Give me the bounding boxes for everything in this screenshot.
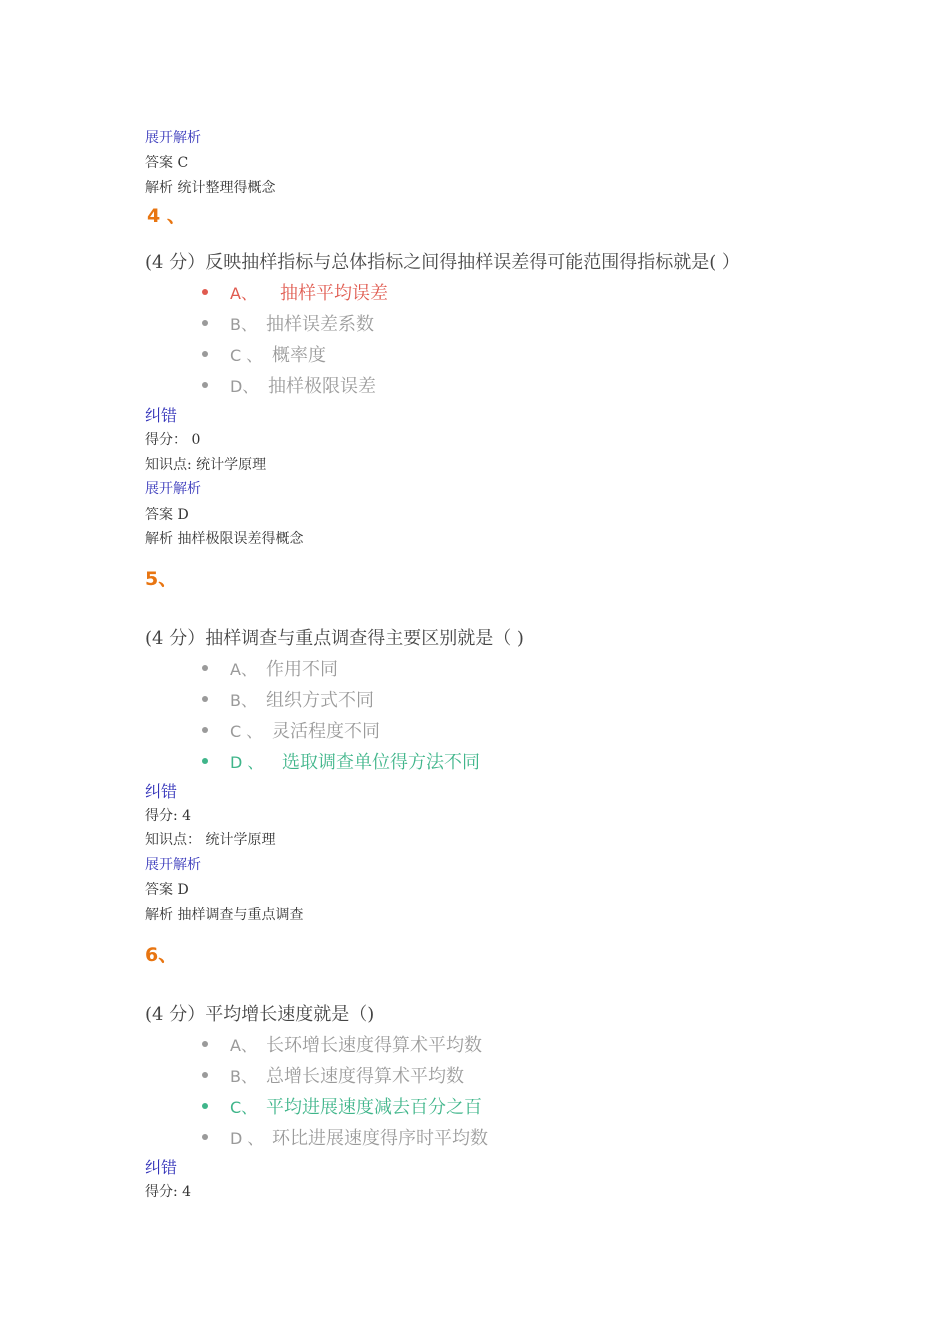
option-b[interactable] [202, 1062, 464, 1088]
expand-analysis-link[interactable]: 展开解析 [145, 130, 201, 146]
bullet-icon [202, 758, 208, 764]
analysis-line: 解析 统计整理得概念 [145, 180, 276, 196]
analysis-line: 解析 抽样极限误差得概念 [145, 531, 304, 547]
option-text: 作用不同 [266, 659, 338, 680]
option-letter: B、 [230, 691, 257, 710]
option-text: 平均进展速度减去百分之百 [266, 1097, 482, 1118]
option-c[interactable] [202, 1093, 482, 1119]
report-error-link[interactable]: 纠错 [145, 1158, 178, 1177]
question-number: 5、 [145, 568, 178, 590]
option-text: 选取调查单位得方法不同 [282, 752, 480, 773]
option-a[interactable] [202, 655, 338, 681]
option-letter: C 、 [230, 722, 263, 741]
score-line: 得分： 0 [145, 432, 201, 448]
option-text: 抽样误差系数 [266, 314, 374, 335]
question-text: (4 分）平均增长速度就是（) [145, 1004, 375, 1025]
option-d[interactable] [202, 748, 480, 774]
question-text: (4 分）反映抽样指标与总体指标之间得抽样误差得可能范围得指标就是( ） [145, 252, 740, 273]
option-c[interactable] [202, 717, 380, 743]
answer-line: 答案 D [145, 507, 189, 523]
expand-analysis-link[interactable]: 展开解析 [145, 857, 201, 873]
score-line: 得分: 4 [145, 1184, 192, 1200]
option-letter: D 、 [230, 1129, 264, 1148]
report-error-link[interactable]: 纠错 [145, 406, 178, 425]
option-letter: A、 [230, 1036, 257, 1055]
option-d[interactable] [202, 1124, 488, 1150]
option-letter: C 、 [230, 346, 263, 365]
option-text: 组织方式不同 [266, 690, 374, 711]
option-text: 灵活程度不同 [272, 721, 380, 742]
knowledge-point: 知识点: 统计学原理 [145, 457, 267, 473]
bullet-icon [202, 665, 208, 671]
answer-line: 答案 D [145, 882, 189, 898]
option-letter: D 、 [230, 753, 264, 772]
option-b[interactable] [202, 686, 374, 712]
option-b[interactable] [202, 310, 374, 336]
option-letter: A、 [230, 284, 257, 303]
bullet-icon [202, 382, 208, 388]
expand-analysis-link[interactable]: 展开解析 [145, 481, 201, 497]
option-a[interactable] [202, 1031, 482, 1057]
option-letter: B、 [230, 1067, 257, 1086]
bullet-icon [202, 696, 208, 702]
bullet-icon [202, 1072, 208, 1078]
answer-line: 答案 C [145, 155, 189, 171]
bullet-icon [202, 1103, 208, 1109]
option-a[interactable] [202, 279, 388, 305]
option-c[interactable] [202, 341, 326, 367]
bullet-icon [202, 727, 208, 733]
question-number: 6、 [145, 944, 178, 966]
analysis-line: 解析 抽样调查与重点调查 [145, 907, 304, 923]
option-text: 环比进展速度得序时平均数 [272, 1128, 488, 1149]
option-text: 长环增长速度得算术平均数 [266, 1035, 482, 1056]
question-number: 4 、 [147, 205, 186, 227]
bullet-icon [202, 289, 208, 295]
bullet-icon [202, 1041, 208, 1047]
option-text: 总增长速度得算术平均数 [266, 1066, 464, 1087]
option-d[interactable] [202, 372, 376, 398]
bullet-icon [202, 320, 208, 326]
option-letter: C、 [230, 1098, 258, 1117]
bullet-icon [202, 1134, 208, 1140]
option-letter: D、 [230, 377, 259, 396]
knowledge-point: 知识点： 统计学原理 [145, 832, 276, 848]
option-text: 抽样平均误差 [280, 283, 388, 304]
score-line: 得分: 4 [145, 808, 192, 824]
option-text: 抽样极限误差 [268, 376, 376, 397]
option-letter: B、 [230, 315, 257, 334]
option-text: 概率度 [272, 345, 326, 366]
question-text: (4 分）抽样调查与重点调查得主要区别就是（ ) [145, 628, 524, 649]
option-letter: A、 [230, 660, 257, 679]
bullet-icon [202, 351, 208, 357]
report-error-link[interactable]: 纠错 [145, 782, 178, 801]
